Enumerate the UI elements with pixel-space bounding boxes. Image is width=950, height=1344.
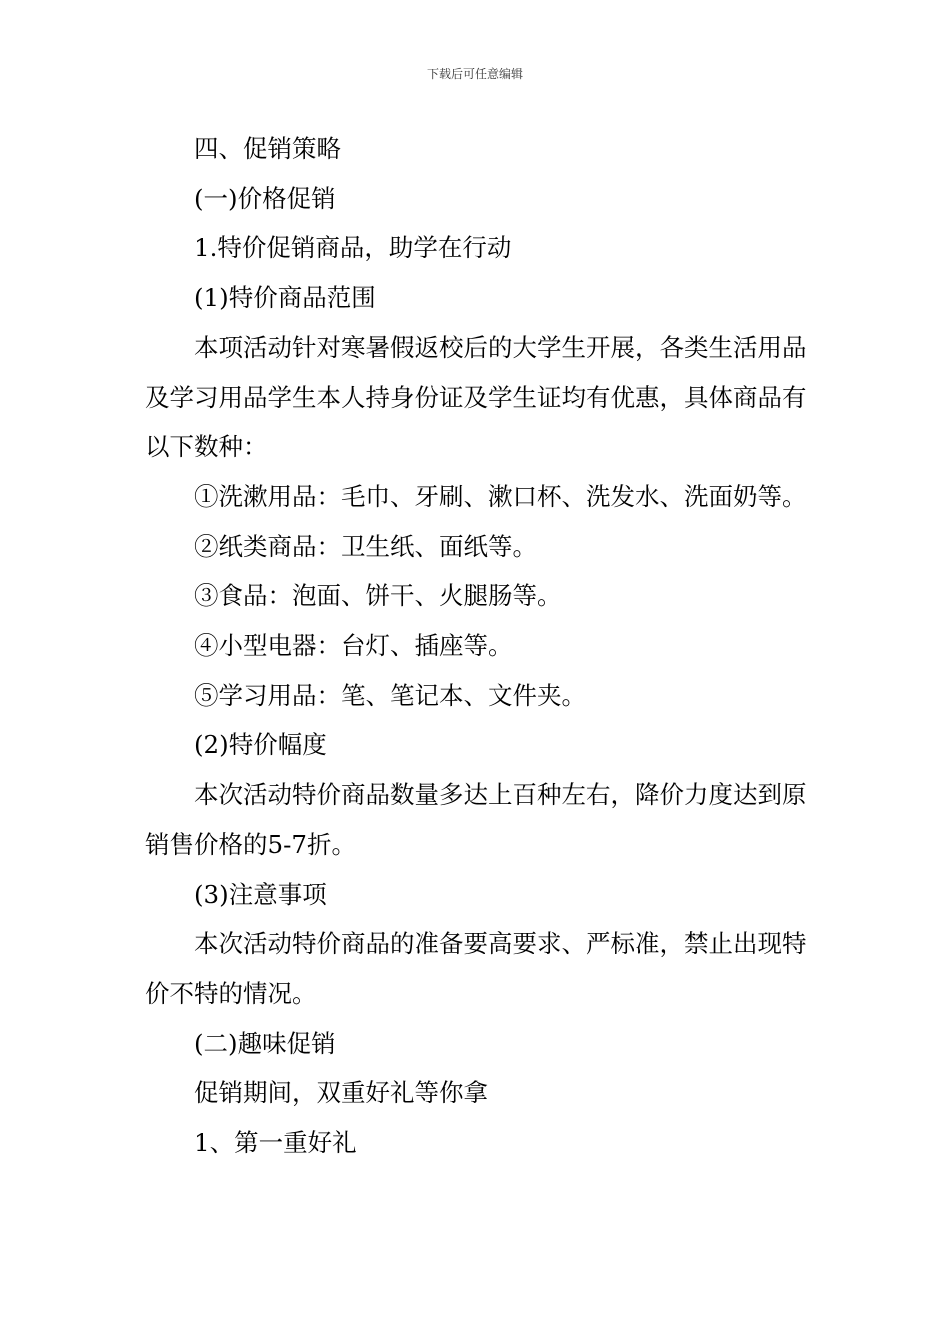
sub-item-heading: (3)注意事项 — [194, 879, 327, 909]
sub-item-heading: (2)特价幅度 — [194, 730, 327, 760]
list-item: ②纸类商品：卫生纸、面纸等。 — [194, 531, 537, 561]
list-item: ⑤学习用品：笔、笔记本、文件夹。 — [194, 680, 586, 710]
body-paragraph: 促销期间，双重好礼等你拿 — [194, 1078, 488, 1108]
list-item: ③食品：泡面、饼干、火腿肠等。 — [194, 581, 562, 611]
item-heading: 1.特价促销商品，助学在行动 — [194, 233, 512, 263]
subsection-heading: (二)趣味促销 — [194, 1028, 336, 1058]
item-heading: 1、第一重好礼 — [194, 1128, 357, 1158]
body-paragraph: 本次活动特价商品的准备要高要求、严标准，禁止出现特价不特的情况。 — [145, 929, 807, 1008]
section-heading: 四、促销策略 — [194, 134, 341, 163]
sub-item-heading: (1)特价商品范围 — [194, 283, 376, 313]
list-item: ④小型电器：台灯、插座等。 — [194, 631, 513, 661]
body-paragraph: 本项活动针对寒暑假返校后的大学生开展，各类生活用品及学习用品学生本人持身份证及学生证均有优惠，具体商品有以下数种： — [145, 332, 807, 462]
document-body — [145, 124, 807, 1168]
subsection-heading: (一)价格促销 — [194, 183, 336, 213]
page-header-note: 下载后可任意编辑 — [426, 67, 523, 81]
body-paragraph: 本次活动特价商品数量多达上百种左右，降价力度达到原销售价格的5-7折。 — [145, 780, 807, 859]
list-item: ①洗漱用品：毛巾、牙刷、漱口杯、洗发水、洗面奶等。 — [194, 481, 807, 511]
